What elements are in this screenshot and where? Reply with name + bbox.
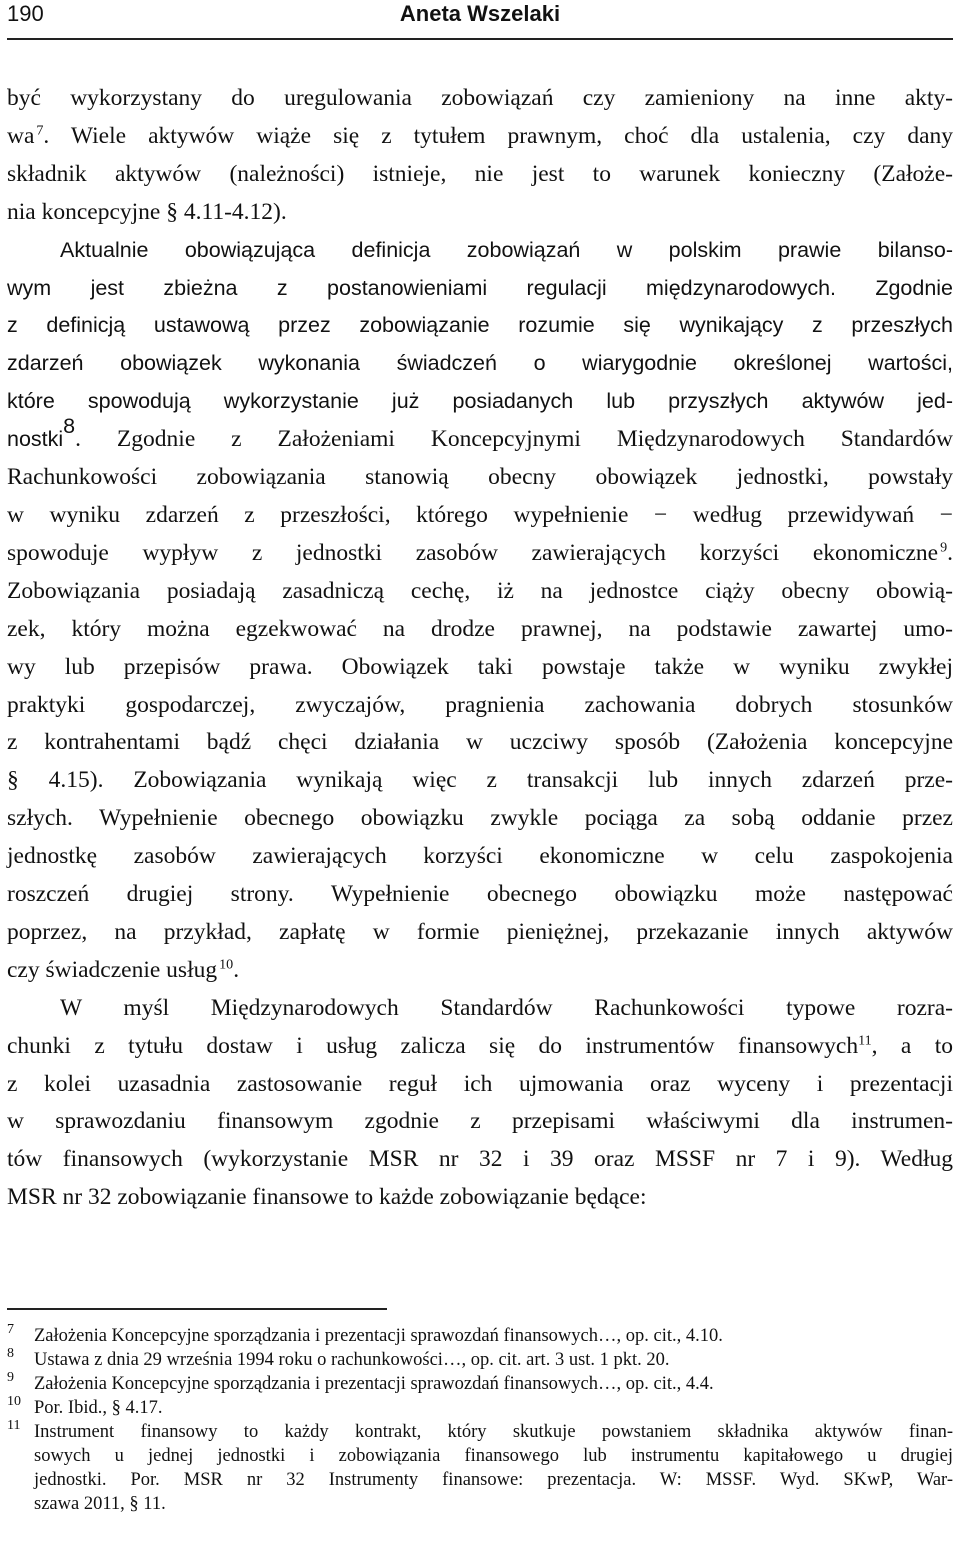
footnote-ref-10[interactable]: 10 — [219, 956, 234, 973]
text-line: Aktualnie obowiązująca definicja zobowiązań w polskim prawie bilanso- — [60, 237, 953, 262]
text-line: Zobowiązania posiadają zasadniczą cechę, iż na jednostce ciąży obecny obowią- — [7, 577, 953, 604]
text-line: wym jest zbieżna z postanowieniami regulacji międzynarodowych. Zgodnie — [7, 275, 954, 300]
footnote-text: sowych u jednej jednostki i zobowiązania finansowego lub instrumentu kapitałowego u drugiej — [34, 1446, 953, 1466]
footnote — [7, 1420, 953, 1516]
footnote — [7, 1396, 953, 1420]
text-line: w sprawozdaniu finansowym zgodnie z przepisami właściwymi dla instrumen- — [7, 1108, 953, 1135]
text-line: w wyniku zdarzeń z przeszłości, którego wypełnienie − według przewidywań − — [7, 501, 953, 528]
footnote-ref-9[interactable]: 9 — [940, 539, 948, 556]
footnote-ref-8[interactable]: 8 — [63, 414, 76, 439]
text-line: które spowodują wykorzystanie już posiadanych lub przyszłych aktywów jed- — [7, 389, 953, 414]
page-number: 190 — [7, 1, 44, 26]
page-header — [7, 0, 953, 34]
text-line: § 4.15). Zobowiązania wynikają więc z transakcji lub innych zdarzeń prze- — [7, 767, 953, 794]
text-line: zek, który można egzekwować na drodze prawnej, na podstawie zawartej umo- — [7, 615, 953, 642]
text-line: z definicją ustawową przez zobowiązanie rozumie się wynikający z przeszłych — [7, 313, 953, 338]
text-line: szłych. Wypełnienie obecnego obowiązku zwykle pociąga za sobą oddanie przez — [7, 805, 953, 832]
footnote — [7, 1348, 953, 1372]
text-line: praktyki gospodarczej, zwyczajów, pragnienia zachowania dobrych stosunków — [7, 691, 953, 718]
text-line: nia koncepcyjne § 4.11-4.12). — [7, 198, 287, 225]
text-line: zdarzeń obowiązek wykonania świadczeń o wiarygodnie określonej wartości, — [7, 351, 953, 376]
footnote-text: Por. Ibid., § 4.17. — [34, 1398, 163, 1418]
running-head-author: Aneta Wszelaki — [399, 1, 561, 26]
text-line: poprzez, na przykład, zapłatę w formie pieniężnej, przekazanie innych aktywów — [7, 918, 953, 945]
text-line: wy lub przepisów prawa. Obowiązek taki powstaje także w wyniku zwykłej — [7, 653, 953, 680]
footnote-number: 7 — [7, 1322, 14, 1337]
text-line: spowoduje wypływ z jednostki zasobów zawierających korzyści ekonomiczne $^9$. — [7, 539, 953, 566]
footnote-number: 11 — [7, 1418, 21, 1433]
footnote — [7, 1372, 953, 1396]
footnote-ref-11[interactable]: 11 — [858, 1032, 872, 1049]
text-line: chunki z tytułu dostaw i usług zalicza się do instrumentów finansowych$^{11}$, a to — [7, 1032, 953, 1059]
footnote-ref-7[interactable]: 7 — [36, 122, 44, 139]
footnote-text: Założenia Koncepcyjne sporządzania i prezentacji sprawozdań finansowych…, op. cit., 4.10. — [34, 1326, 723, 1346]
text-line: składnik aktywów (należności) istnieje, nie jest to warunek konieczny (Założe- — [7, 160, 953, 187]
text-line: W myśl Międzynarodowych Standardów Rachunkowości typowe rozra- — [60, 994, 953, 1021]
text-line: Rachunkowości zobowiązania stanowią obecny obowiązek jednostki, powstały — [7, 464, 953, 491]
text-line: tów finansowych (wykorzystanie MSR nr 32 i 39 oraz MSSF nr 7 i 9). Według — [7, 1146, 953, 1173]
text-line: roszczeń drugiej strony. Wypełnienie obecnego obowiązku może następować — [7, 881, 953, 908]
footnote — [7, 1324, 953, 1348]
text-line: z kolei uzasadnia zastosowanie reguł ich ujmowania oraz wyceny i prezentacji — [7, 1070, 953, 1097]
footnote-text: jednostki. Por. MSR nr 32 Instrumenty finansowe: prezentacja. W: MSSF. Wyd. SKwP, War- — [34, 1470, 953, 1490]
text-line: jednostkę zasobów zawierających korzyści ekonomiczne w celu zaspokojenia — [7, 843, 953, 870]
footnote-text: szawa 2011, § 11. — [34, 1494, 166, 1514]
text-line: MSR nr 32 zobowiązanie finansowe to każde zobowiązanie będące: — [7, 1184, 647, 1211]
footnote-number: 9 — [7, 1370, 14, 1385]
text-line: być wykorzystany do uregulowania zobowiązań czy zamieniony na inne akty- — [7, 85, 953, 111]
footnote-text: Instrument finansowy to każdy kontrakt, który skutkuje powstaniem składnika aktywów finan- — [34, 1422, 953, 1442]
header-rule — [7, 38, 953, 40]
text-line: wa $^7$. Wiele aktywów wiąże się z tytułem prawnym, choć dla ustalenia, czy dany — [7, 122, 953, 149]
text-line: nostki$^8$. Zgodnie z Założeniami Koncepcyjnymi Międzynarodowych Standardów — [7, 414, 953, 453]
footnote-text: Założenia Koncepcyjne sporządzania i prezentacji sprawozdań finansowych…, op. cit., 4.4. — [34, 1374, 714, 1394]
body-text — [7, 80, 953, 1217]
paragraph-1 — [7, 80, 953, 232]
paragraph-3 — [7, 990, 953, 1217]
text-line: czy świadczenie usług $^{10}$. — [7, 956, 240, 983]
footnotes — [7, 1324, 953, 1516]
footnote-number: 10 — [7, 1394, 21, 1409]
paragraph-2 — [7, 232, 953, 990]
footnote-separator — [7, 1308, 387, 1310]
text-line: z kontrahentami bądź chęci działania w uczciwy sposób (Założenia koncepcyjne — [7, 729, 953, 756]
footnote-number: 8 — [7, 1346, 14, 1361]
footnote-text: Ustawa z dnia 29 września 1994 roku o rachunkowości…, op. cit. art. 3 ust. 1 pkt. 20. — [34, 1350, 670, 1370]
